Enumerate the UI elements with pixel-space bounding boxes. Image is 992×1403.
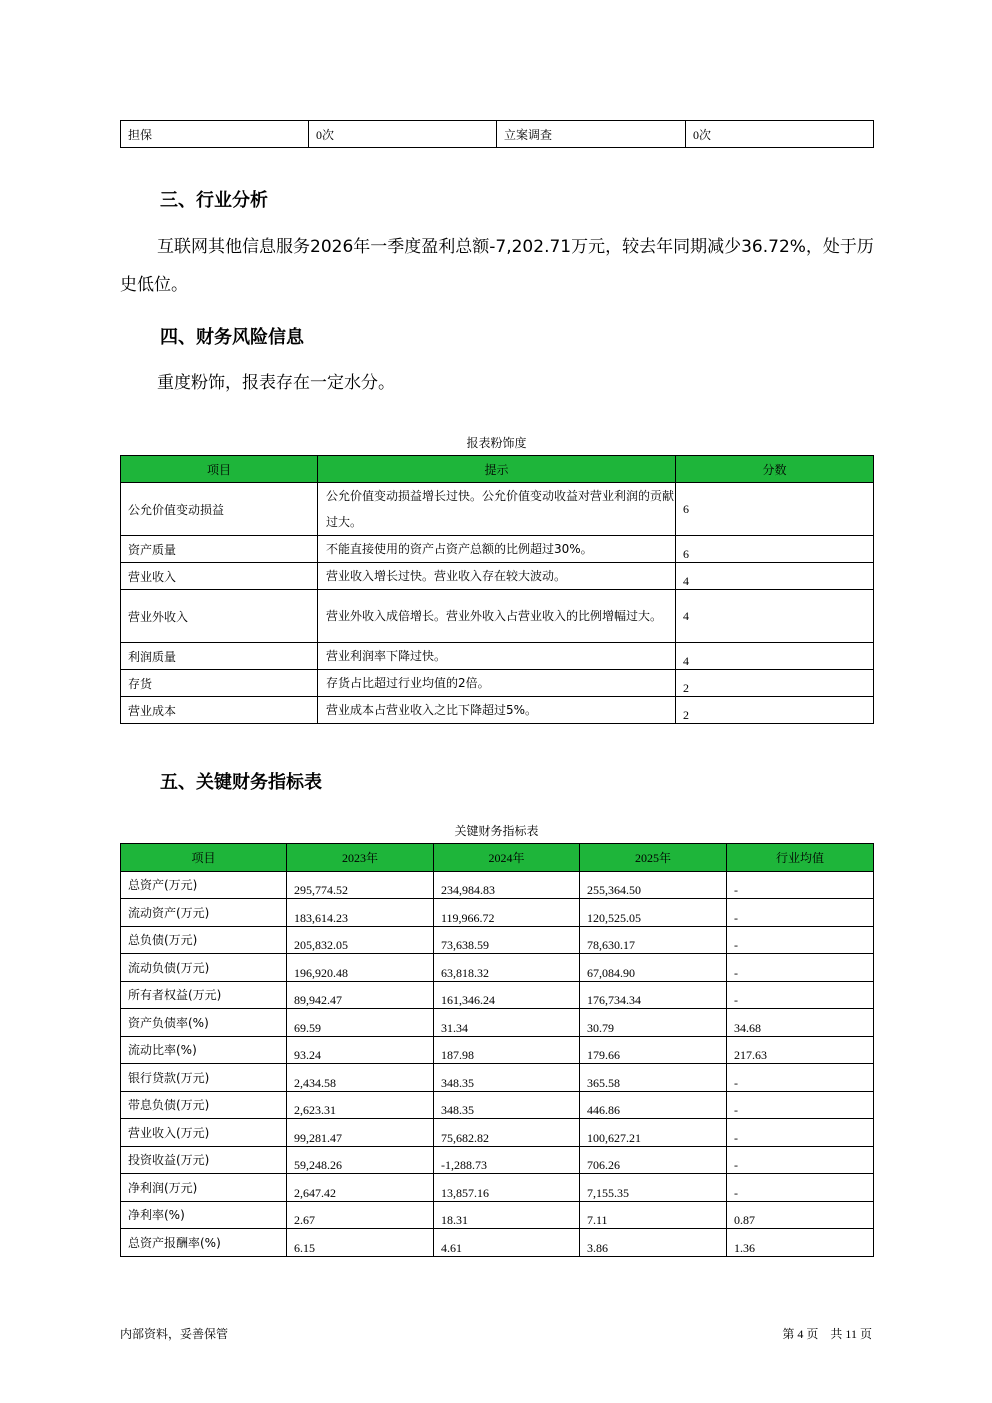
kpi-value: 30.79 (580, 1009, 727, 1037)
table-row (121, 697, 874, 724)
footer-page-number (782, 1325, 872, 1342)
table-row (121, 536, 874, 563)
kpi-value: - (727, 981, 874, 1009)
risk-hint: 公允价值变动损益增长过快。公允价值变动收益对营业利润的贡献过大。 (318, 483, 676, 536)
table-row (121, 1119, 874, 1147)
kpi-value: 18.31 (434, 1201, 580, 1229)
page-suffix: 页 (859, 1327, 872, 1341)
table-caption: 报表粉饰度 (466, 436, 527, 450)
column-header: 2023年 (287, 844, 434, 872)
table-row (121, 563, 874, 590)
kpi-value: - (727, 954, 874, 982)
kpi-value: 99,281.47 (287, 1119, 434, 1147)
footer-confidential-note: 内部资料，妥善保管 (120, 1327, 229, 1341)
kpi-value: 75,682.82 (434, 1119, 580, 1147)
column-header: 分数 (676, 456, 874, 483)
page-total: 11 (845, 1327, 857, 1341)
kpi-value: 89,942.47 (287, 981, 434, 1009)
kpi-value: 4.61 (434, 1229, 580, 1257)
kpi-item: 带息负债(万元) (121, 1091, 287, 1119)
kpi-value: 179.66 (580, 1036, 727, 1064)
column-header: 2024年 (434, 844, 580, 872)
regulatory-summary-table (120, 120, 874, 148)
kpi-value: 59,248.26 (287, 1146, 434, 1174)
risk-hint: 存货占比超过行业均值的2倍。 (318, 670, 676, 697)
risk-score: 2 (676, 670, 874, 697)
kpi-value: 183,614.23 (287, 899, 434, 927)
kpi-value: 2,647.42 (287, 1174, 434, 1202)
kpi-value: 7.11 (580, 1201, 727, 1229)
table-row (121, 1174, 874, 1202)
kpi-value: 2.67 (287, 1201, 434, 1229)
kpi-value: 365.58 (580, 1064, 727, 1092)
table-row (121, 1036, 874, 1064)
kpi-value: 446.86 (580, 1091, 727, 1119)
table-row (121, 121, 874, 148)
kpi-value: 100,627.21 (580, 1119, 727, 1147)
risk-item: 公允价值变动损益 (121, 483, 318, 536)
kpi-item: 银行贷款(万元) (121, 1064, 287, 1092)
kpi-item: 所有者权益(万元) (121, 981, 287, 1009)
kpi-value: - (727, 1146, 874, 1174)
table-row (121, 483, 874, 536)
kpi-value: 120,525.05 (580, 899, 727, 927)
risk-item: 利润质量 (121, 643, 318, 670)
kpi-value: 34.68 (727, 1009, 874, 1037)
column-header: 项目 (121, 844, 287, 872)
kpi-value: 176,734.34 (580, 981, 727, 1009)
kpi-value: 93.24 (287, 1036, 434, 1064)
kpi-item: 流动负债(万元) (121, 954, 287, 982)
kpi-value: 69.59 (287, 1009, 434, 1037)
kpi-value: 348.35 (434, 1064, 580, 1092)
kpi-value: - (727, 1119, 874, 1147)
table-header-row (121, 456, 874, 483)
table-row (121, 981, 874, 1009)
risk-hint: 营业成本占营业收入之比下降超过5%。 (318, 697, 676, 724)
table-row (121, 643, 874, 670)
risk-score: 2 (676, 697, 874, 724)
table-caption: 关键财务指标表 (454, 824, 539, 838)
risk-item: 营业成本 (121, 697, 318, 724)
section-heading-risk: 四、财务风险信息 (160, 327, 304, 348)
kpi-value: 706.26 (580, 1146, 727, 1174)
kpi-value: 234,984.83 (434, 871, 580, 899)
risk-score: 6 (676, 483, 874, 536)
kpi-item: 净利润(万元) (121, 1174, 287, 1202)
kpi-value: 78,630.17 (580, 926, 727, 954)
kpi-value: 13,857.16 (434, 1174, 580, 1202)
kpi-value: 7,155.35 (580, 1174, 727, 1202)
table-cell: 0次 (686, 121, 874, 148)
kpi-value: - (727, 1091, 874, 1119)
risk-hint: 不能直接使用的资产占资产总额的比例超过30%。 (318, 536, 676, 563)
kpi-item: 投资收益(万元) (121, 1146, 287, 1174)
column-header: 2025年 (580, 844, 727, 872)
table-row (121, 1064, 874, 1092)
kpi-value: 217.63 (727, 1036, 874, 1064)
kpi-value: 295,774.52 (287, 871, 434, 899)
kpi-item: 总资产报酬率(%) (121, 1229, 287, 1257)
table-row (121, 590, 874, 643)
kpi-value: - (727, 871, 874, 899)
table-cell: 立案调查 (497, 121, 686, 148)
kpi-value: 3.86 (580, 1229, 727, 1257)
table-row (121, 1009, 874, 1037)
risk-item: 营业外收入 (121, 590, 318, 643)
kpi-value: 119,966.72 (434, 899, 580, 927)
kpi-value: 2,434.58 (287, 1064, 434, 1092)
risk-item: 营业收入 (121, 563, 318, 590)
table-row (121, 1146, 874, 1174)
table-header-row (121, 844, 874, 872)
risk-score: 4 (676, 563, 874, 590)
risk-hint: 营业利润率下降过快。 (318, 643, 676, 670)
kpi-value: -1,288.73 (434, 1146, 580, 1174)
section-heading-industry: 三、行业分析 (160, 190, 268, 211)
table-row (121, 954, 874, 982)
kpi-value: - (727, 926, 874, 954)
kpi-value: 63,818.32 (434, 954, 580, 982)
kpi-value: 6.15 (287, 1229, 434, 1257)
industry-analysis-text: 互联网其他信息服务2026年一季度盈利总额-7,202.71万元，较去年同期减少36.72%，处于历史低位。 (120, 237, 874, 295)
column-header: 提示 (318, 456, 676, 483)
risk-score: 6 (676, 536, 874, 563)
kpi-item: 总负债(万元) (121, 926, 287, 954)
kpi-value: 255,364.50 (580, 871, 727, 899)
page-mid: 页 共 (806, 1327, 843, 1341)
kpi-item: 资产负债率(%) (121, 1009, 287, 1037)
kpi-value: 196,920.48 (287, 954, 434, 982)
table-row (121, 871, 874, 899)
page-current: 4 (797, 1327, 804, 1341)
kpi-item: 流动资产(万元) (121, 899, 287, 927)
kpi-item: 净利率(%) (121, 1201, 287, 1229)
risk-score: 4 (676, 590, 874, 643)
kpi-value: 161,346.24 (434, 981, 580, 1009)
risk-item: 存货 (121, 670, 318, 697)
kpi-value: 73,638.59 (434, 926, 580, 954)
column-header: 行业均值 (727, 844, 874, 872)
table-row (121, 1229, 874, 1257)
table-row (121, 1091, 874, 1119)
table-row (121, 899, 874, 927)
kpi-value: - (727, 1174, 874, 1202)
kpi-value: 0.87 (727, 1201, 874, 1229)
kpi-value: - (727, 1064, 874, 1092)
kpi-table-body (121, 871, 874, 1256)
table-row (121, 670, 874, 697)
kpi-item: 总资产(万元) (121, 871, 287, 899)
kpi-table (120, 843, 874, 1257)
kpi-value: 1.36 (727, 1229, 874, 1257)
table-cell: 担保 (121, 121, 309, 148)
kpi-value: 348.35 (434, 1091, 580, 1119)
risk-item: 资产质量 (121, 536, 318, 563)
kpi-value: 31.34 (434, 1009, 580, 1037)
kpi-value: - (727, 899, 874, 927)
kpi-item: 流动比率(%) (121, 1036, 287, 1064)
kpi-value: 2,623.31 (287, 1091, 434, 1119)
column-header: 项目 (121, 456, 318, 483)
risk-table (120, 455, 874, 724)
kpi-value: 205,832.05 (287, 926, 434, 954)
risk-summary-text: 重度粉饰，报表存在一定水分。 (157, 373, 395, 393)
risk-hint: 营业收入增长过快。营业收入存在较大波动。 (318, 563, 676, 590)
kpi-value: 67,084.90 (580, 954, 727, 982)
kpi-item: 营业收入(万元) (121, 1119, 287, 1147)
risk-hint: 营业外收入成倍增长。营业外收入占营业收入的比例增幅过大。 (318, 590, 676, 643)
kpi-value: 187.98 (434, 1036, 580, 1064)
table-row (121, 926, 874, 954)
risk-score: 4 (676, 643, 874, 670)
table-row (121, 1201, 874, 1229)
table-cell: 0次 (309, 121, 497, 148)
page-prefix: 第 (782, 1327, 795, 1341)
section-heading-kpi: 五、关键财务指标表 (160, 772, 322, 793)
